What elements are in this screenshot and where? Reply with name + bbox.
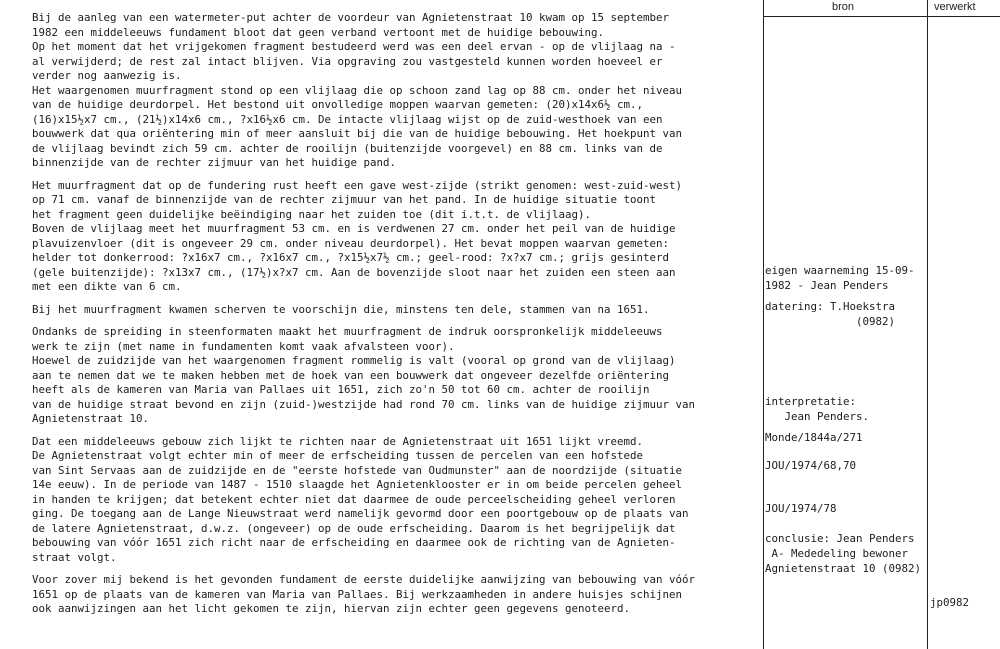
paragraph-agnietenstraat: Dat een middeleeuws gebouw zich lijkt te richten naar de Agnietenstraat uit 1651 lijkt vreemd. De Agnietenstraat volgt echter min of meer de erfscheiding tussen de percelen van een hofstede van Sint Servaas aan de zuidzijde en de "eerste hofstede van Oudmunster" aan de noordzijde (situatie 14e eeuw). In de periode van 1487 - 1510 slaagde het Agnietenklooster er in om beide percelen geheel in handen te krijgen; dat betekent echter niet dat daarmee de oude perceelscheiding geheel verloren ging. De toegang aan de Lange Nieuwstraat werd namelijk gevormd door een poortgebouw op de plaats van de latere Agnietenstraat, d.w.z. (ongeveer) op de oude erfscheiding. Daarom is het begrijpelijk dat bebouwing van vóór 1651 zich richt naar de erfscheiding en daarmee ook de richting van de Agnieten- straat volgt.: [32, 434, 689, 564]
paragraph-scherven: Bij het muurfragment kwamen scherven te voorschijn die, minstens ten dele, stammen van na 1651.: [32, 302, 650, 316]
verwerkt-code: jp0982: [930, 596, 970, 609]
header-verwerkt: verwerkt: [934, 1, 976, 13]
paragraph-interpretatie: Ondanks de spreiding in steenformaten maakt het muurfragment de indruk oorspronkelijk middeleeuws werk te zijn (met name in fundamenten komt vaak afvalsteen voor). Hoewel de zuidzijde van het waargenomen fragment rommelig is valt (vooral op grond van de vlijlaag) aan te nemen dat we te maken hebben met de hoek van een bouwwerk dat ongeveer dezelfde oriëntering heeft als de kameren van Maria van Pallaes uit 1651, zich zo'n 50 tot 60 cm. achter de rooilijn van de huidige straat bevond en zijn (zuid-)westzijde had rond 70 cm. links van de huidige zijmuur van Agnietenstraat 10.: [32, 325, 696, 425]
source-waarneming: eigen waarneming 15-09- 1982 - Jean Penders: [765, 264, 915, 292]
header-bron: bron: [832, 1, 855, 13]
source-jou-2: JOU/1974/78: [765, 502, 837, 515]
source-jou-1: JOU/1974/68,70: [765, 459, 857, 472]
source-monde: Monde/1844a/271: [765, 431, 863, 444]
source-datering: datering: T.Hoekstra (0982): [765, 300, 896, 328]
paragraph-muurfragment: Het muurfragment dat op de fundering rust heeft een gave west-zijde (strikt genomen: west-zuid-west) op 71 cm. vanaf de binnenzijde van de rechter zijmuur van het pand. In de huidige situatie toont het fragment geen duidelijke beëindiging naar het zuiden toe (dit i.t.t. de vlijlaag). Boven de vlijlaag meet het muurfragment 53 cm. en is verdwenen 27 cm. onder het peil van de huidige plavuizenvloer (dit is ongeveer 29 cm. onder niveau deurdorpel). Het bevat moppen waarvan gemeten: helder tot donkerrood: ?x16x7 cm., ?x16x7 cm., ?x15½x7½ cm.; geel-rood: ?x?x7 cm.; grijs gesinterd (gele buitenzijde): ?x13x7 cm., (17½)x?x7 cm. Aan de bovenzijde sloot naar het zuiden een steen aan met een dikte van 6 cm.: [32, 178, 683, 293]
header-rule: [763, 16, 1000, 17]
main-text: [32, 11, 754, 625]
source-conclusie: conclusie: Jean Penders A- Mededeling bewoner Agnietenstraat 10 (0982): [765, 532, 922, 575]
bron-column-divider: [763, 0, 764, 649]
source-interpretatie: interpretatie: Jean Penders.: [765, 395, 870, 423]
paragraph-conclusie: Voor zover mij bekend is het gevonden fundament de eerste duidelijke aanwijzing van bebouwing van vóór 1651 op de plaats van de kameren van Maria van Pallaes. Bij werkzaamheden in andere huisjes schijnen ook aanwijzingen aan het licht gekomen te zijn, hiervan zijn echter geen gegevens genoteerd.: [32, 573, 696, 615]
verwerkt-column-divider: [927, 0, 928, 649]
paragraph-aanleg: Bij de aanleg van een watermeter-put achter de voordeur van Agnietenstraat 10 kwam op 15 september 1982 een middeleeuws fundament bloot dat geen verband vertoont met de huidige bebouwing. Op het moment dat het vrijgekomen fragment bestudeerd werd was een deel ervan - op de vlijlaag na - al verwijderd; de rest zal intact blijven. Via opgraving zou vastgesteld kunnen worden hoeveel er verder nog aanwezig is. Het waargenomen muurfragment stond op een vlijlaag die op schoon zand lag op 88 cm. onder het niveau van de huidige deurdorpel. Het bestond uit onvolledige moppen waarvan gemeten: (20)x14x6½ cm., (16)x15½x7 cm., (21½)x14x6 cm., ?x16½x6 cm. De intacte vlijlaag wijst op de zuid-westhoek van een bouwwerk dat qua oriëntering min of meer aansluit bij die van de huidige bebouwing. Het hoekpunt van de vlijlaag bevindt zich 59 cm. achter de rooilijn (buitenzijde voorgevel) en 88 cm. links van de binnenzijde van de rechter zijmuur van het huidige pand.: [32, 11, 683, 169]
